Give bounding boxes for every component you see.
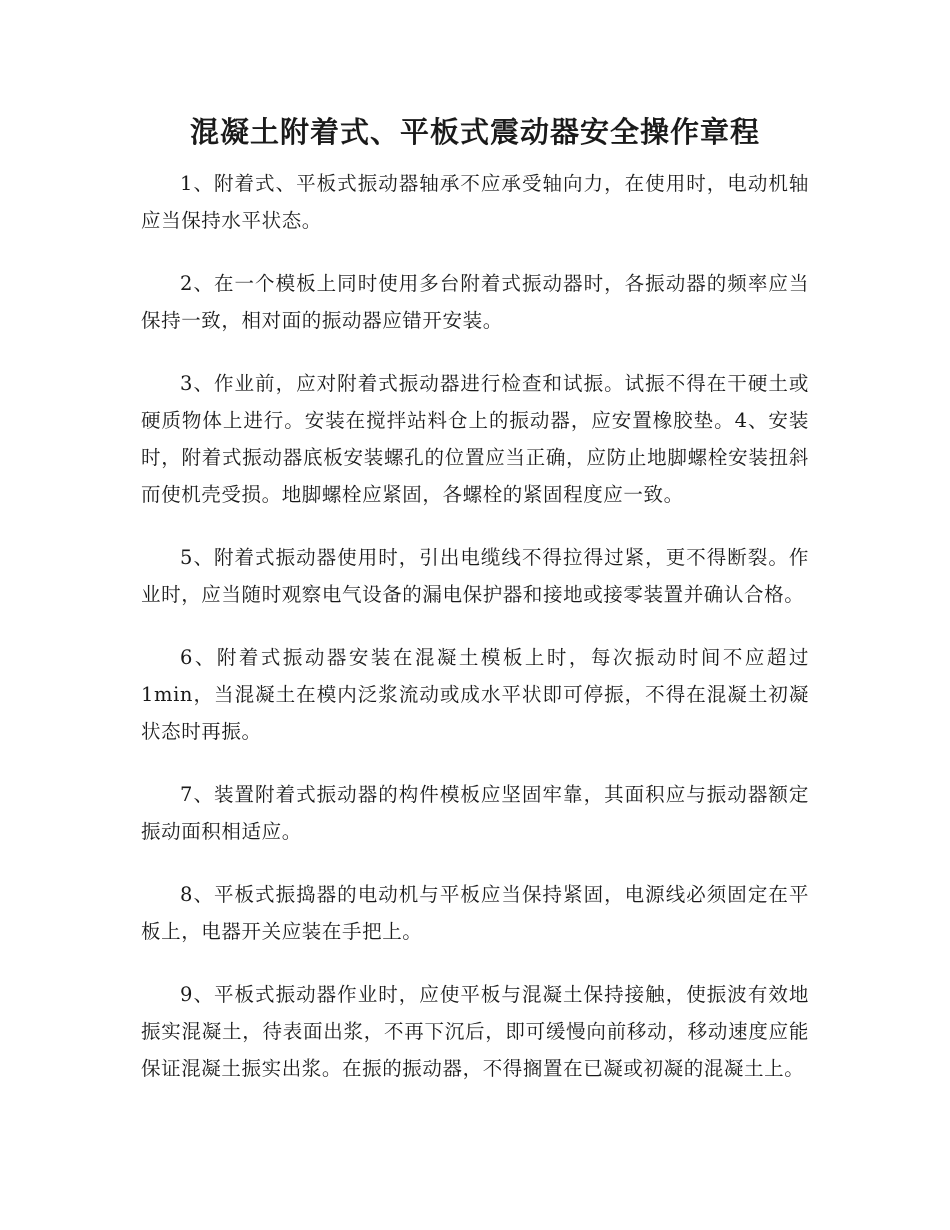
paragraph-9: 9、平板式振动器作业时，应使平板与混凝土保持接触，使振波有效地振实混凝土，待表面出浆，不再下沉后，即可缓慢向前移动，移动速度应能保证混凝土振实出浆。在振的振动器，不得搁置在已凝或初凝的混凝土上。	[141, 983, 809, 1080]
paragraph-1: 1、附着式、平板式振动器轴承不应承受轴向力，在使用时，电动机轴应当保持水平状态。	[141, 172, 809, 232]
paragraph-3-4: 3、作业前，应对附着式振动器进行检查和试振。试振不得在干硬土或硬质物体上进行。安装在搅拌站料仓上的振动器，应安置橡胶垫。4、安装时，附着式振动器底板安装螺孔的位置应当正确，应防止地脚螺栓安装扭斜而使机壳受损。地脚螺栓应紧固，各螺栓的紧固程度应一致。	[141, 372, 809, 506]
paragraph-7: 7、装置附着式振动器的构件模板应坚固牢靠，其面积应与振动器额定振动面积相适应。	[141, 783, 809, 843]
paragraph-2: 2、在一个模板上同时使用多台附着式振动器时，各振动器的频率应当保持一致，相对面的振动器应错开安装。	[141, 272, 809, 332]
document-body	[141, 165, 809, 1113]
paragraph-5: 5、附着式振动器使用时，引出电缆线不得拉得过紧，更不得断裂。作业时，应当随时观察电气设备的漏电保护器和接地或接零装置并确认合格。	[141, 546, 809, 606]
document-title: 混凝土附着式、平板式震动器安全操作章程	[189, 115, 760, 149]
paragraph-8: 8、平板式振捣器的电动机与平板应当保持紧固，电源线必须固定在平板上，电器开关应装在手把上。	[141, 883, 809, 943]
paragraph-6: 6、附着式振动器安装在混凝土模板上时，每次振动时间不应超过1min，当混凝土在模内泛浆流动或成水平状即可停振，不得在混凝土初凝状态时再振。	[141, 646, 809, 743]
